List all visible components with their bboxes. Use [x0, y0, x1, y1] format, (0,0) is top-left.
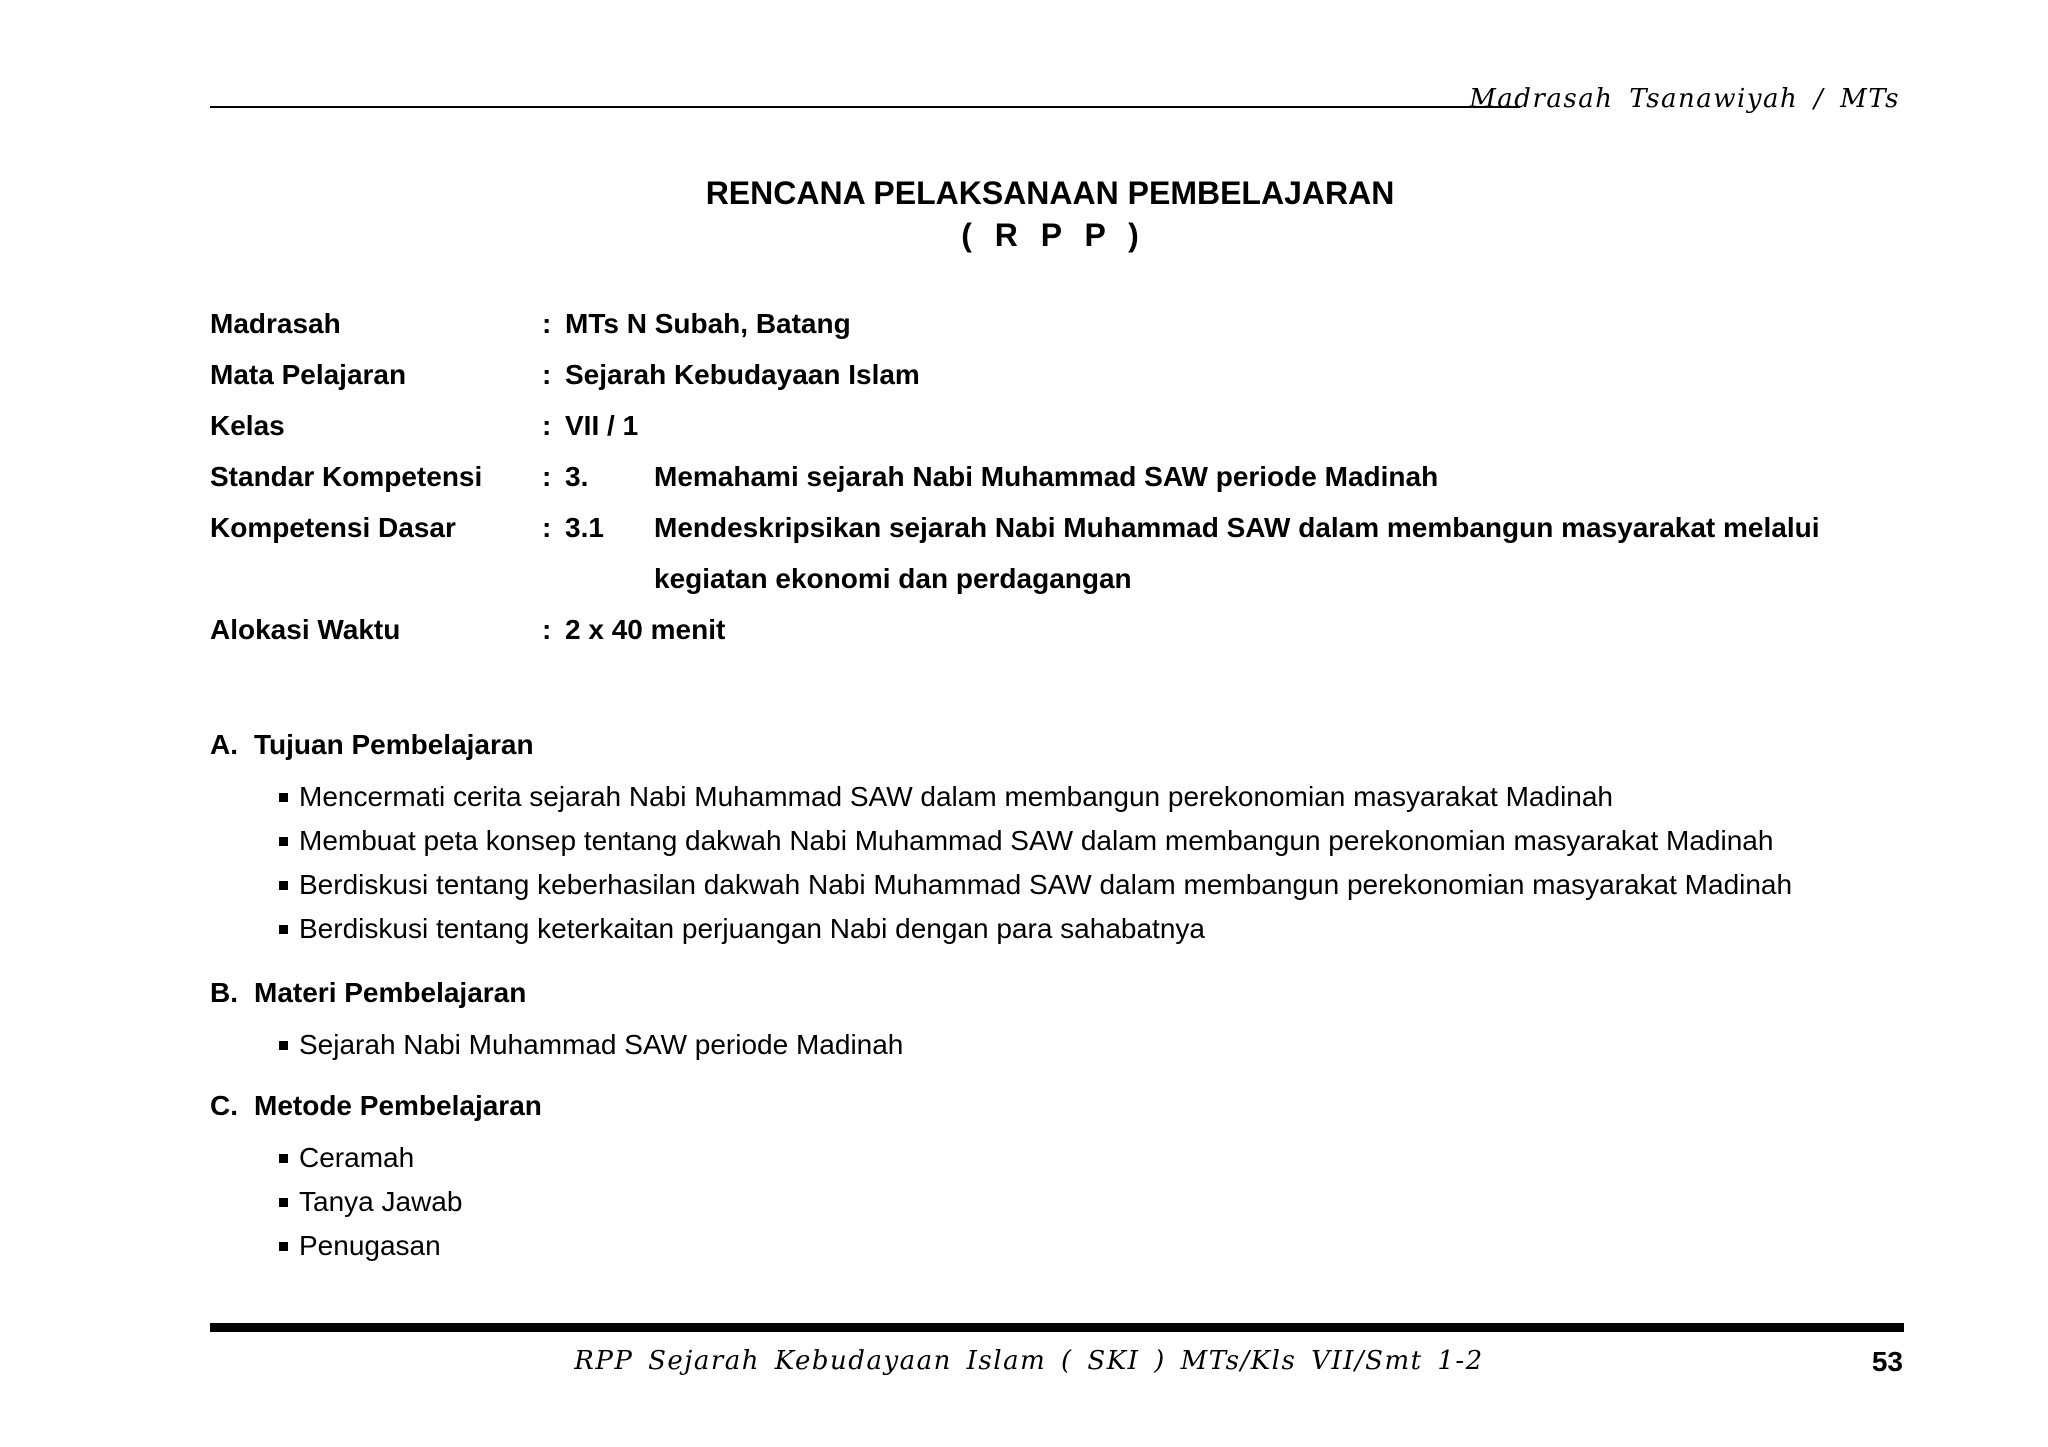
info-colon: : [542, 512, 552, 543]
section-materi-pembelajaran [210, 973, 1910, 1067]
bullet-square-icon [279, 837, 288, 846]
bullet-square-icon [279, 881, 288, 890]
info-label: Standar Kompetensi [210, 461, 483, 492]
info-row-alokasi-waktu [210, 604, 1910, 655]
info-value: MTs N Subah, Batang [565, 308, 851, 339]
list-item [210, 1224, 1910, 1268]
list-item [210, 775, 1910, 819]
info-label: Mata Pelajaran [210, 359, 407, 390]
info-label: Madrasah [210, 308, 341, 339]
section-title: Materi Pembelajaran [254, 977, 527, 1008]
list-item [210, 907, 1910, 951]
list-item [210, 819, 1910, 863]
list-item [210, 1023, 1910, 1067]
bullet-square-icon [279, 925, 288, 934]
info-label: Kompetensi Dasar [210, 512, 456, 543]
info-colon: : [542, 359, 552, 390]
bullet-list [210, 775, 1910, 951]
list-item-text: Tanya Jawab [299, 1186, 463, 1217]
page-number: 53 [1871, 1346, 1903, 1377]
info-value: VII / 1 [565, 410, 639, 441]
info-row-mata-pelajaran [210, 349, 1910, 400]
info-colon: : [542, 308, 552, 339]
info-row-standar-kompetensi [210, 451, 1910, 502]
info-colon: : [542, 410, 552, 441]
section-letter: C. [210, 1090, 238, 1121]
footer-rule [210, 1323, 1904, 1332]
identity-table [210, 298, 1910, 655]
info-colon: : [542, 614, 552, 645]
section-letter: A. [210, 729, 238, 760]
bullet-square-icon [279, 1242, 288, 1251]
bullet-square-icon [279, 1198, 288, 1207]
info-row-kompetensi-dasar-continued [210, 553, 1910, 604]
info-row-madrasah [210, 298, 1910, 349]
bullet-square-icon [279, 1154, 288, 1163]
list-item-text: Penugasan [299, 1230, 441, 1261]
section-heading [210, 1086, 1910, 1126]
document-subtitle: ( R P P ) [961, 217, 1139, 253]
info-value: 2 x 40 menit [565, 614, 726, 645]
info-label: Alokasi Waktu [210, 614, 401, 645]
list-item-text: Mencermati cerita sejarah Nabi Muhammad SAW dalam membangun perekonomian masyarakat Madinah [299, 781, 1614, 812]
info-label: Kelas [210, 410, 285, 441]
section-metode-pembelajaran [210, 1086, 1910, 1268]
info-value: Mendeskripsikan sejarah Nabi Muhammad SAW dalam membangun masyarakat melalui [654, 512, 1820, 543]
bullet-list [210, 1136, 1910, 1268]
section-heading [210, 973, 1910, 1013]
list-item-text: Berdiskusi tentang keberhasilan dakwah Nabi Muhammad SAW dalam membangun perekonomian masyarakat Madinah [299, 869, 1793, 900]
section-title: Tujuan Pembelajaran [254, 729, 534, 760]
header-rule [210, 106, 1520, 108]
info-row-kompetensi-dasar [210, 502, 1910, 553]
list-item-text: Membuat peta konsep tentang dakwah Nabi Muhammad SAW dalam membangun perekonomian masyarakat Madinah [299, 825, 1774, 856]
section-title: Metode Pembelajaran [254, 1090, 542, 1121]
list-item-text: Sejarah Nabi Muhammad SAW periode Madinah [299, 1029, 904, 1060]
info-value: kegiatan ekonomi dan perdagangan [654, 563, 1132, 594]
list-item [210, 1180, 1910, 1224]
info-value: Sejarah Kebudayaan Islam [565, 359, 920, 390]
info-value: Memahami sejarah Nabi Muhammad SAW periode Madinah [654, 461, 1439, 492]
info-colon: : [542, 461, 552, 492]
info-number: 3.1 [565, 512, 604, 543]
section-letter: B. [210, 977, 238, 1008]
list-item-text: Berdiskusi tentang keterkaitan perjuangan Nabi dengan para sahabatnya [299, 913, 1205, 944]
bullet-square-icon [279, 793, 288, 802]
list-item [210, 863, 1910, 907]
list-item-text: Ceramah [299, 1142, 415, 1173]
footer-running-title: RPP Sejarah Kebudayaan Islam ( SKI ) MTs/Kls VII/Smt 1-2 [574, 1346, 1484, 1376]
section-heading [210, 725, 1910, 765]
section-tujuan-pembelajaran [210, 725, 1910, 951]
document-title: RENCANA PELAKSANAAN PEMBELAJARAN [705, 175, 1395, 211]
header-running-title: Madrasah Tsanawiyah / MTs [1469, 84, 1900, 114]
bullet-list [210, 1023, 1910, 1067]
info-number: 3. [565, 461, 589, 492]
bullet-square-icon [279, 1041, 288, 1050]
list-item [210, 1136, 1910, 1180]
info-row-kelas [210, 400, 1910, 451]
